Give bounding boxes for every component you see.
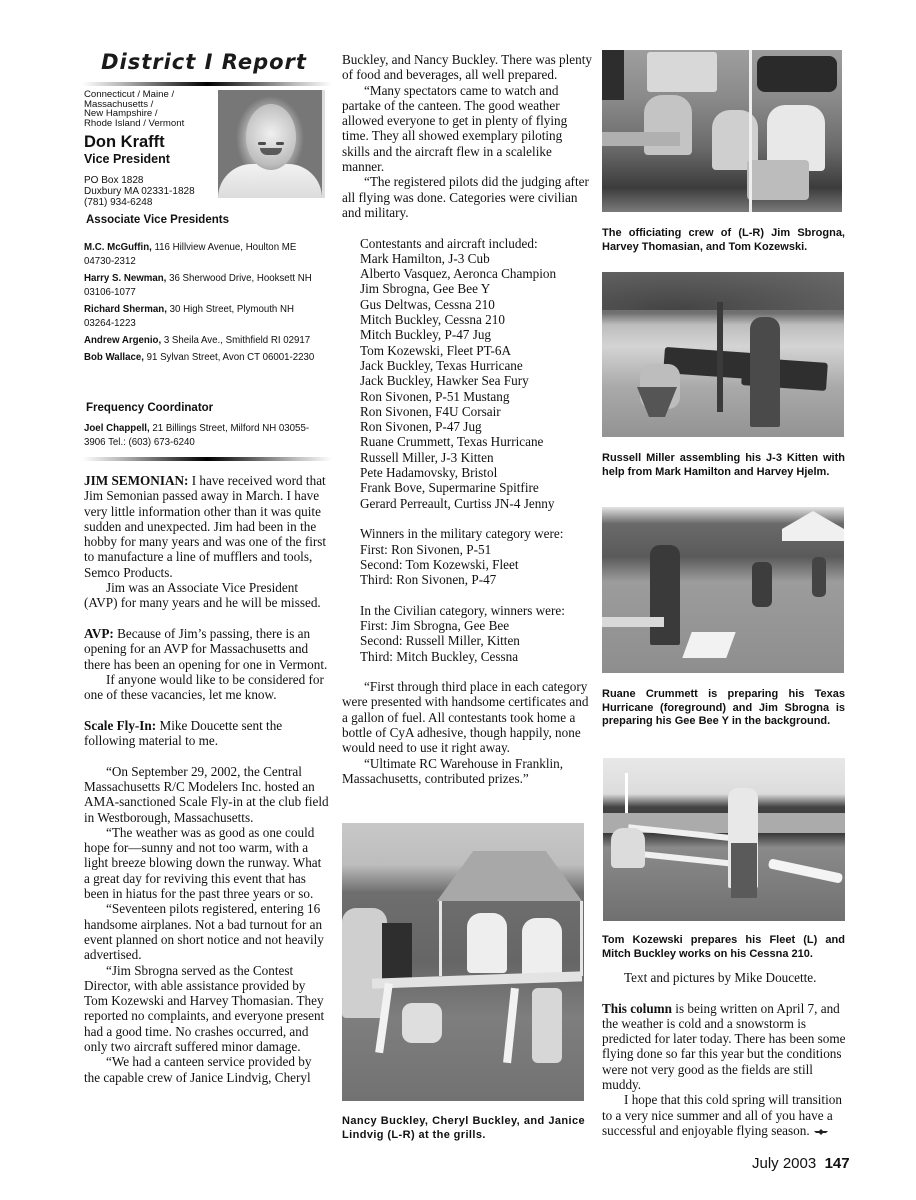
avp-list bbox=[84, 241, 324, 368]
vice-president-address bbox=[84, 175, 195, 208]
avp-name: M.C. McGuffin, bbox=[84, 242, 152, 253]
phone-line: (781) 934-6248 bbox=[84, 197, 153, 208]
list-item: Ruane Crummett, Texas Hurricane bbox=[360, 434, 544, 450]
address-line: Duxbury MA 02331-1828 bbox=[84, 186, 195, 197]
coordinator-address: 21 Billings Street, Milford NH 03055-3906 Tel.: (603) 673-6240 bbox=[84, 423, 310, 448]
civilian-winners-list bbox=[342, 603, 592, 664]
list-item: Ron Sivonen, F4U Corsair bbox=[360, 403, 501, 419]
caption-ruane-crummett: Ruane Crummett is preparing his Texas Hurricane (foreground) and Jim Sbrogna is preparing his Gee Bee Y in the background. bbox=[602, 688, 845, 727]
contestants-list bbox=[342, 236, 592, 511]
paragraph: “On September 29, 2002, the Central Massachusetts R/C Modelers Inc. hosted an AMA-sanctioned Scale Fly-in at the club field in Westborough, Massachusetts. bbox=[84, 763, 329, 825]
avp-address: 3 Sheila Ave., Smithfield RI 02917 bbox=[161, 335, 311, 346]
paragraph: “First through third place in each category were presented with handsome certificates and a gallon of fuel. All contestants took home a bottle of CyA adhesive, though happily, none would need to use it right away. bbox=[342, 679, 589, 756]
section-lead: Scale Fly-In: bbox=[84, 717, 157, 733]
issue-date: July 2003 bbox=[752, 1155, 817, 1172]
paragraph: Buckley, and Nancy Buckley. There was plenty of food and beverages, all well prepared. bbox=[342, 52, 592, 83]
photo-canteen-grills bbox=[342, 823, 584, 1101]
list-item: Russell Miller, J-3 Kitten bbox=[360, 449, 494, 465]
avp-address: 30 High Street, Plymouth NH 03264-1223 bbox=[84, 304, 294, 329]
avp-entry bbox=[84, 351, 324, 365]
list-item: Ron Sivonen, P-47 Jug bbox=[360, 419, 482, 435]
frequency-coordinator-heading: Frequency Coordinator bbox=[86, 402, 214, 414]
paragraph: “The registered pilots did the judging after all flying was done. Categories were civilian and military. bbox=[342, 174, 589, 220]
frequency-coordinator-entry bbox=[84, 422, 324, 450]
list-item: Jack Buckley, Texas Hurricane bbox=[360, 357, 523, 373]
list-item: Frank Bove, Supermarine Spitfire bbox=[360, 480, 539, 496]
article-column-2 bbox=[342, 52, 592, 786]
avp-name: Harry S. Newman, bbox=[84, 273, 167, 284]
military-winners-list bbox=[342, 526, 592, 587]
paragraph: “The weather was as good as one could hope for—sunny and not too warm, with a light breeze blowing down the runway. What a great day for reviving this event that has been in hiatus for the past three years or so. bbox=[84, 824, 322, 902]
list-item: Ron Sivonen, P-51 Mustang bbox=[360, 388, 510, 404]
page-number: 147 bbox=[824, 1155, 850, 1172]
photo-credit: Text and pictures by Mike Doucette. bbox=[624, 970, 817, 985]
paragraph bbox=[84, 718, 329, 749]
paragraph-text: Mike Doucette sent the following material to me. bbox=[84, 717, 283, 749]
list-item: Pete Hadamovsky, Bristol bbox=[360, 465, 498, 481]
list-heading: In the Civilian category, winners were: bbox=[360, 602, 565, 618]
state-line: Massachusetts / bbox=[84, 98, 154, 110]
list-heading: Contestants and aircraft included: bbox=[360, 235, 538, 251]
paragraph: “Many spectators came to watch and partake of the canteen. The good weather allowed everyone to get in plenty of flying time. They all showed exemplary piloting skills and the aircraft flew in a scalelike manner. bbox=[342, 82, 568, 175]
photo-tom-kozewski-fleet bbox=[603, 758, 845, 921]
caption-canteen-grills: Nancy Buckley, Cheryl Buckley, and Janice Lindvig (L-R) at the grills. bbox=[342, 1115, 585, 1141]
photo-ruane-crummett bbox=[602, 507, 844, 673]
paragraph bbox=[602, 1092, 848, 1138]
paragraph-text: I hope that this cold spring will transition to a very nice summer and all of you have a successful and enjoyable flying season. bbox=[602, 1092, 842, 1138]
caption-russell-miller-kitten: Russell Miller assembling his J-3 Kitten with help from Mark Hamilton and Harvey Hjelm. bbox=[602, 452, 845, 478]
list-item: Mitch Buckley, P-47 Jug bbox=[360, 327, 492, 343]
header-bottom-divider bbox=[82, 457, 332, 461]
list-item: Mark Hamilton, J-3 Cub bbox=[360, 250, 490, 266]
list-heading: Winners in the military category were: bbox=[360, 526, 564, 542]
avp-heading: Associate Vice Presidents bbox=[86, 214, 229, 226]
paragraph: Jim was an Associate Vice President (AVP) for many years and he will be missed. bbox=[84, 580, 321, 611]
caption-tom-kozewski-fleet: Tom Kozewski prepares his Fleet (L) and Mitch Buckley works on his Cessna 210. bbox=[602, 934, 845, 960]
state-line: Rhode Island / Vermont bbox=[84, 117, 185, 129]
ama-end-mark-icon bbox=[814, 1129, 828, 1135]
paragraph: “Jim Sbrogna served as the Contest Director, with able assistance provided by Tom Kozewski and Harvey Thomasian. They reported no complaints, and everyone present had a good time. No crashes occurred, and only two aircraft suffered minor damage. bbox=[84, 962, 325, 1054]
section-lead: JIM SEMONIAN: bbox=[84, 473, 189, 488]
avp-entry bbox=[84, 334, 324, 348]
avp-address: 36 Sherwood Drive, Hooksett NH 03106-1077 bbox=[84, 273, 312, 298]
list-item: Jim Sbrogna, Gee Bee Y bbox=[360, 281, 491, 297]
photo-russell-miller-kitten bbox=[602, 272, 844, 437]
photo-officiating-crew bbox=[602, 50, 842, 212]
list-item: Second: Tom Kozewski, Fleet bbox=[360, 556, 519, 572]
section-lead: This column bbox=[602, 1000, 672, 1016]
column-title: District I Report bbox=[101, 50, 307, 74]
vice-president-title: Vice President bbox=[84, 152, 170, 166]
avp-name: Andrew Argenio, bbox=[84, 335, 162, 346]
state-line: Connecticut / Maine / bbox=[84, 89, 175, 100]
district-states bbox=[84, 90, 224, 128]
paragraph: “Seventeen pilots registered, entering 16 handsome airplanes. Not a bad turnout for an event planned on short notice and not heavily advertised. bbox=[84, 901, 324, 963]
paragraph bbox=[602, 1001, 848, 1093]
list-item: Third: Mitch Buckley, Cessna bbox=[360, 648, 519, 664]
article-column-3 bbox=[602, 970, 848, 1138]
paragraph bbox=[84, 473, 329, 580]
avp-address: 91 Sylvan Street, Avon CT 06001-2230 bbox=[143, 352, 315, 363]
list-item: First: Ron Sivonen, P-51 bbox=[360, 541, 492, 557]
page-footer bbox=[752, 1155, 850, 1172]
avp-entry bbox=[84, 272, 324, 300]
avp-entry bbox=[84, 241, 324, 269]
list-item: Gus Deltwas, Cessna 210 bbox=[360, 296, 495, 312]
section-lead: AVP: bbox=[84, 625, 114, 641]
list-item: Gerard Perreault, Curtiss JN-4 Jenny bbox=[360, 495, 555, 511]
article-column-1 bbox=[84, 473, 329, 1085]
paragraph bbox=[84, 626, 329, 672]
avp-name: Richard Sherman, bbox=[84, 304, 167, 315]
vice-president-portrait-photo bbox=[218, 90, 325, 198]
list-item: Tom Kozewski, Fleet PT-6A bbox=[360, 342, 511, 358]
header-divider bbox=[82, 82, 332, 86]
list-item: Second: Russell Miller, Kitten bbox=[360, 633, 520, 649]
address-line: PO Box 1828 bbox=[84, 175, 144, 186]
paragraph-text: Because of Jim’s passing, there is an opening for an AVP for Massachusetts and there has been an opening for one in Vermont. bbox=[84, 625, 328, 672]
list-item: First: Jim Sbrogna, Gee Bee bbox=[360, 617, 510, 633]
vice-president-name: Don Krafft bbox=[84, 133, 165, 151]
state-line: New Hampshire / bbox=[84, 108, 158, 120]
paragraph-text: I have received word that Jim Semonian passed away in March. I have very little information other than it was quite sudden and unexpected. Jim had been in the hobby for many years and was one of the first to manufacture a line of mufflers and tools, Semco Products. bbox=[84, 473, 327, 580]
list-item: Alberto Vasquez, Aeronca Champion bbox=[360, 266, 557, 282]
paragraph: If anyone would like to be considered for one of these vacancies, let me know. bbox=[84, 671, 324, 703]
paragraph-text: is being written on April 7, and the weather is cold and a snowstorm is predicted for later today. There has been some flying done so far this year but the conditions were not very good as the fields are still muddy. bbox=[602, 1000, 846, 1093]
list-item: Jack Buckley, Hawker Sea Fury bbox=[360, 373, 529, 389]
avp-entry bbox=[84, 303, 324, 331]
coordinator-name: Joel Chappell, bbox=[84, 423, 150, 434]
avp-name: Bob Wallace, bbox=[84, 352, 144, 363]
paragraph: “We had a canteen service provided by the capable crew of Janice Lindvig, Cheryl bbox=[84, 1054, 312, 1085]
list-item: Mitch Buckley, Cessna 210 bbox=[360, 312, 505, 328]
list-item: Third: Ron Sivonen, P-47 bbox=[360, 572, 497, 588]
caption-officiating-crew: The officiating crew of (L-R) Jim Sbrogna, Harvey Thomasian, and Tom Kozewski. bbox=[602, 227, 845, 253]
avp-address: 116 Hillview Avenue, Houlton ME 04730-2312 bbox=[84, 242, 297, 267]
paragraph: “Ultimate RC Warehouse in Franklin, Massachusetts, contributed prizes.” bbox=[342, 755, 564, 786]
